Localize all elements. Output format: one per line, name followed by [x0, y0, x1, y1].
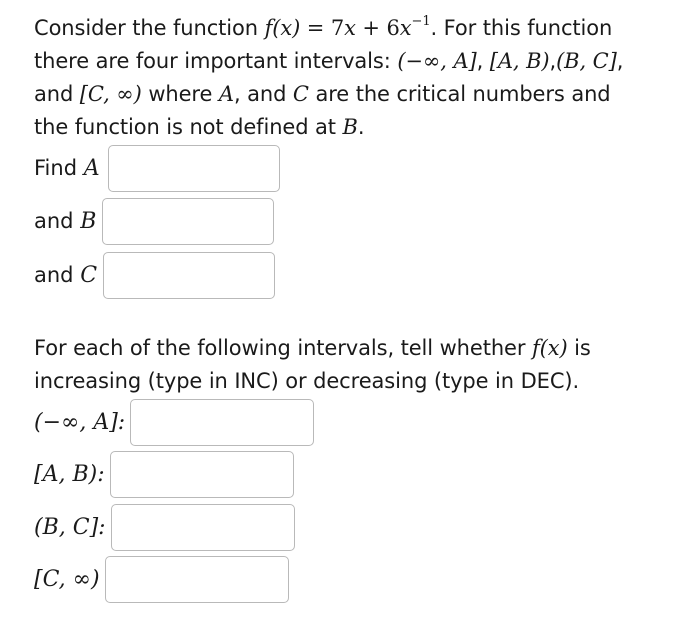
interval-1-math: (−∞, A] — [397, 49, 477, 73]
interval-3-math: (B, C] — [556, 49, 617, 73]
instr-text: For each of the following intervals, tell whether — [34, 336, 532, 360]
interval-1-label: (−∞, A]: — [34, 409, 126, 435]
interval-3-label: (B, C]: — [34, 514, 106, 540]
intro-text: , — [616, 49, 624, 73]
instr-line-2 — [34, 365, 684, 398]
interval-4-math: [C, ∞) — [79, 82, 142, 106]
interval-2-label: [A, B): — [34, 461, 105, 487]
interval-1-input[interactable] — [130, 399, 314, 446]
instr-text: increasing (type in INC) or decreasing (type in DEC). — [34, 369, 580, 393]
answer-c-input[interactable] — [103, 252, 275, 299]
intro-text: there are four important intervals: — [34, 49, 398, 73]
intro-text: Consider the function — [34, 16, 265, 40]
interval-3-row — [34, 502, 295, 552]
fx-math: f(x) — [531, 336, 568, 360]
intro-text: the function is not defined at — [34, 115, 343, 139]
intro-text: , — [476, 49, 490, 73]
intro-text: are the critical numbers and — [308, 82, 611, 106]
func-eq: = 7 — [300, 16, 345, 40]
func-arg: (x) — [272, 16, 301, 40]
func-plus: + 6 — [355, 16, 400, 40]
monotonic-instructions — [34, 332, 684, 398]
intro-line-2 — [34, 45, 684, 78]
intro-text: , — [549, 49, 557, 73]
find-b-label: and B — [34, 208, 97, 234]
interval-4-row — [34, 554, 289, 604]
instr-text: is — [567, 336, 591, 360]
intro-text: where — [141, 82, 219, 106]
find-a-row — [34, 143, 280, 193]
intro-line-4 — [34, 111, 684, 144]
func-exponent: −1 — [411, 14, 431, 29]
func-var: x — [344, 16, 356, 40]
var-b: B — [342, 115, 358, 139]
interval-1-row — [34, 397, 314, 447]
intro-text: . For this function — [430, 16, 613, 40]
var-c: C — [292, 82, 309, 106]
intro-text: . — [357, 115, 365, 139]
answer-a-input[interactable] — [108, 145, 280, 192]
func-var: x — [399, 16, 412, 40]
interval-3-input[interactable] — [111, 504, 295, 551]
problem-intro — [34, 12, 684, 144]
interval-4-label: [C, ∞) — [34, 566, 100, 592]
intro-line-3 — [34, 78, 684, 111]
find-b-row — [34, 196, 274, 246]
interval-2-math: [A, B) — [489, 49, 550, 73]
find-a-label: Find A — [34, 155, 100, 181]
find-c-row — [34, 250, 275, 300]
interval-2-input[interactable] — [110, 451, 294, 498]
interval-2-row — [34, 449, 294, 499]
find-c-label: and C — [34, 262, 98, 288]
intro-text: and — [34, 82, 80, 106]
instr-line-1 — [34, 332, 684, 365]
var-a: A — [218, 82, 234, 106]
intro-line-1 — [34, 12, 684, 45]
interval-4-input[interactable] — [105, 556, 289, 603]
answer-b-input[interactable] — [102, 198, 274, 245]
intro-text: , and — [233, 82, 293, 106]
func-name: f — [264, 16, 273, 40]
